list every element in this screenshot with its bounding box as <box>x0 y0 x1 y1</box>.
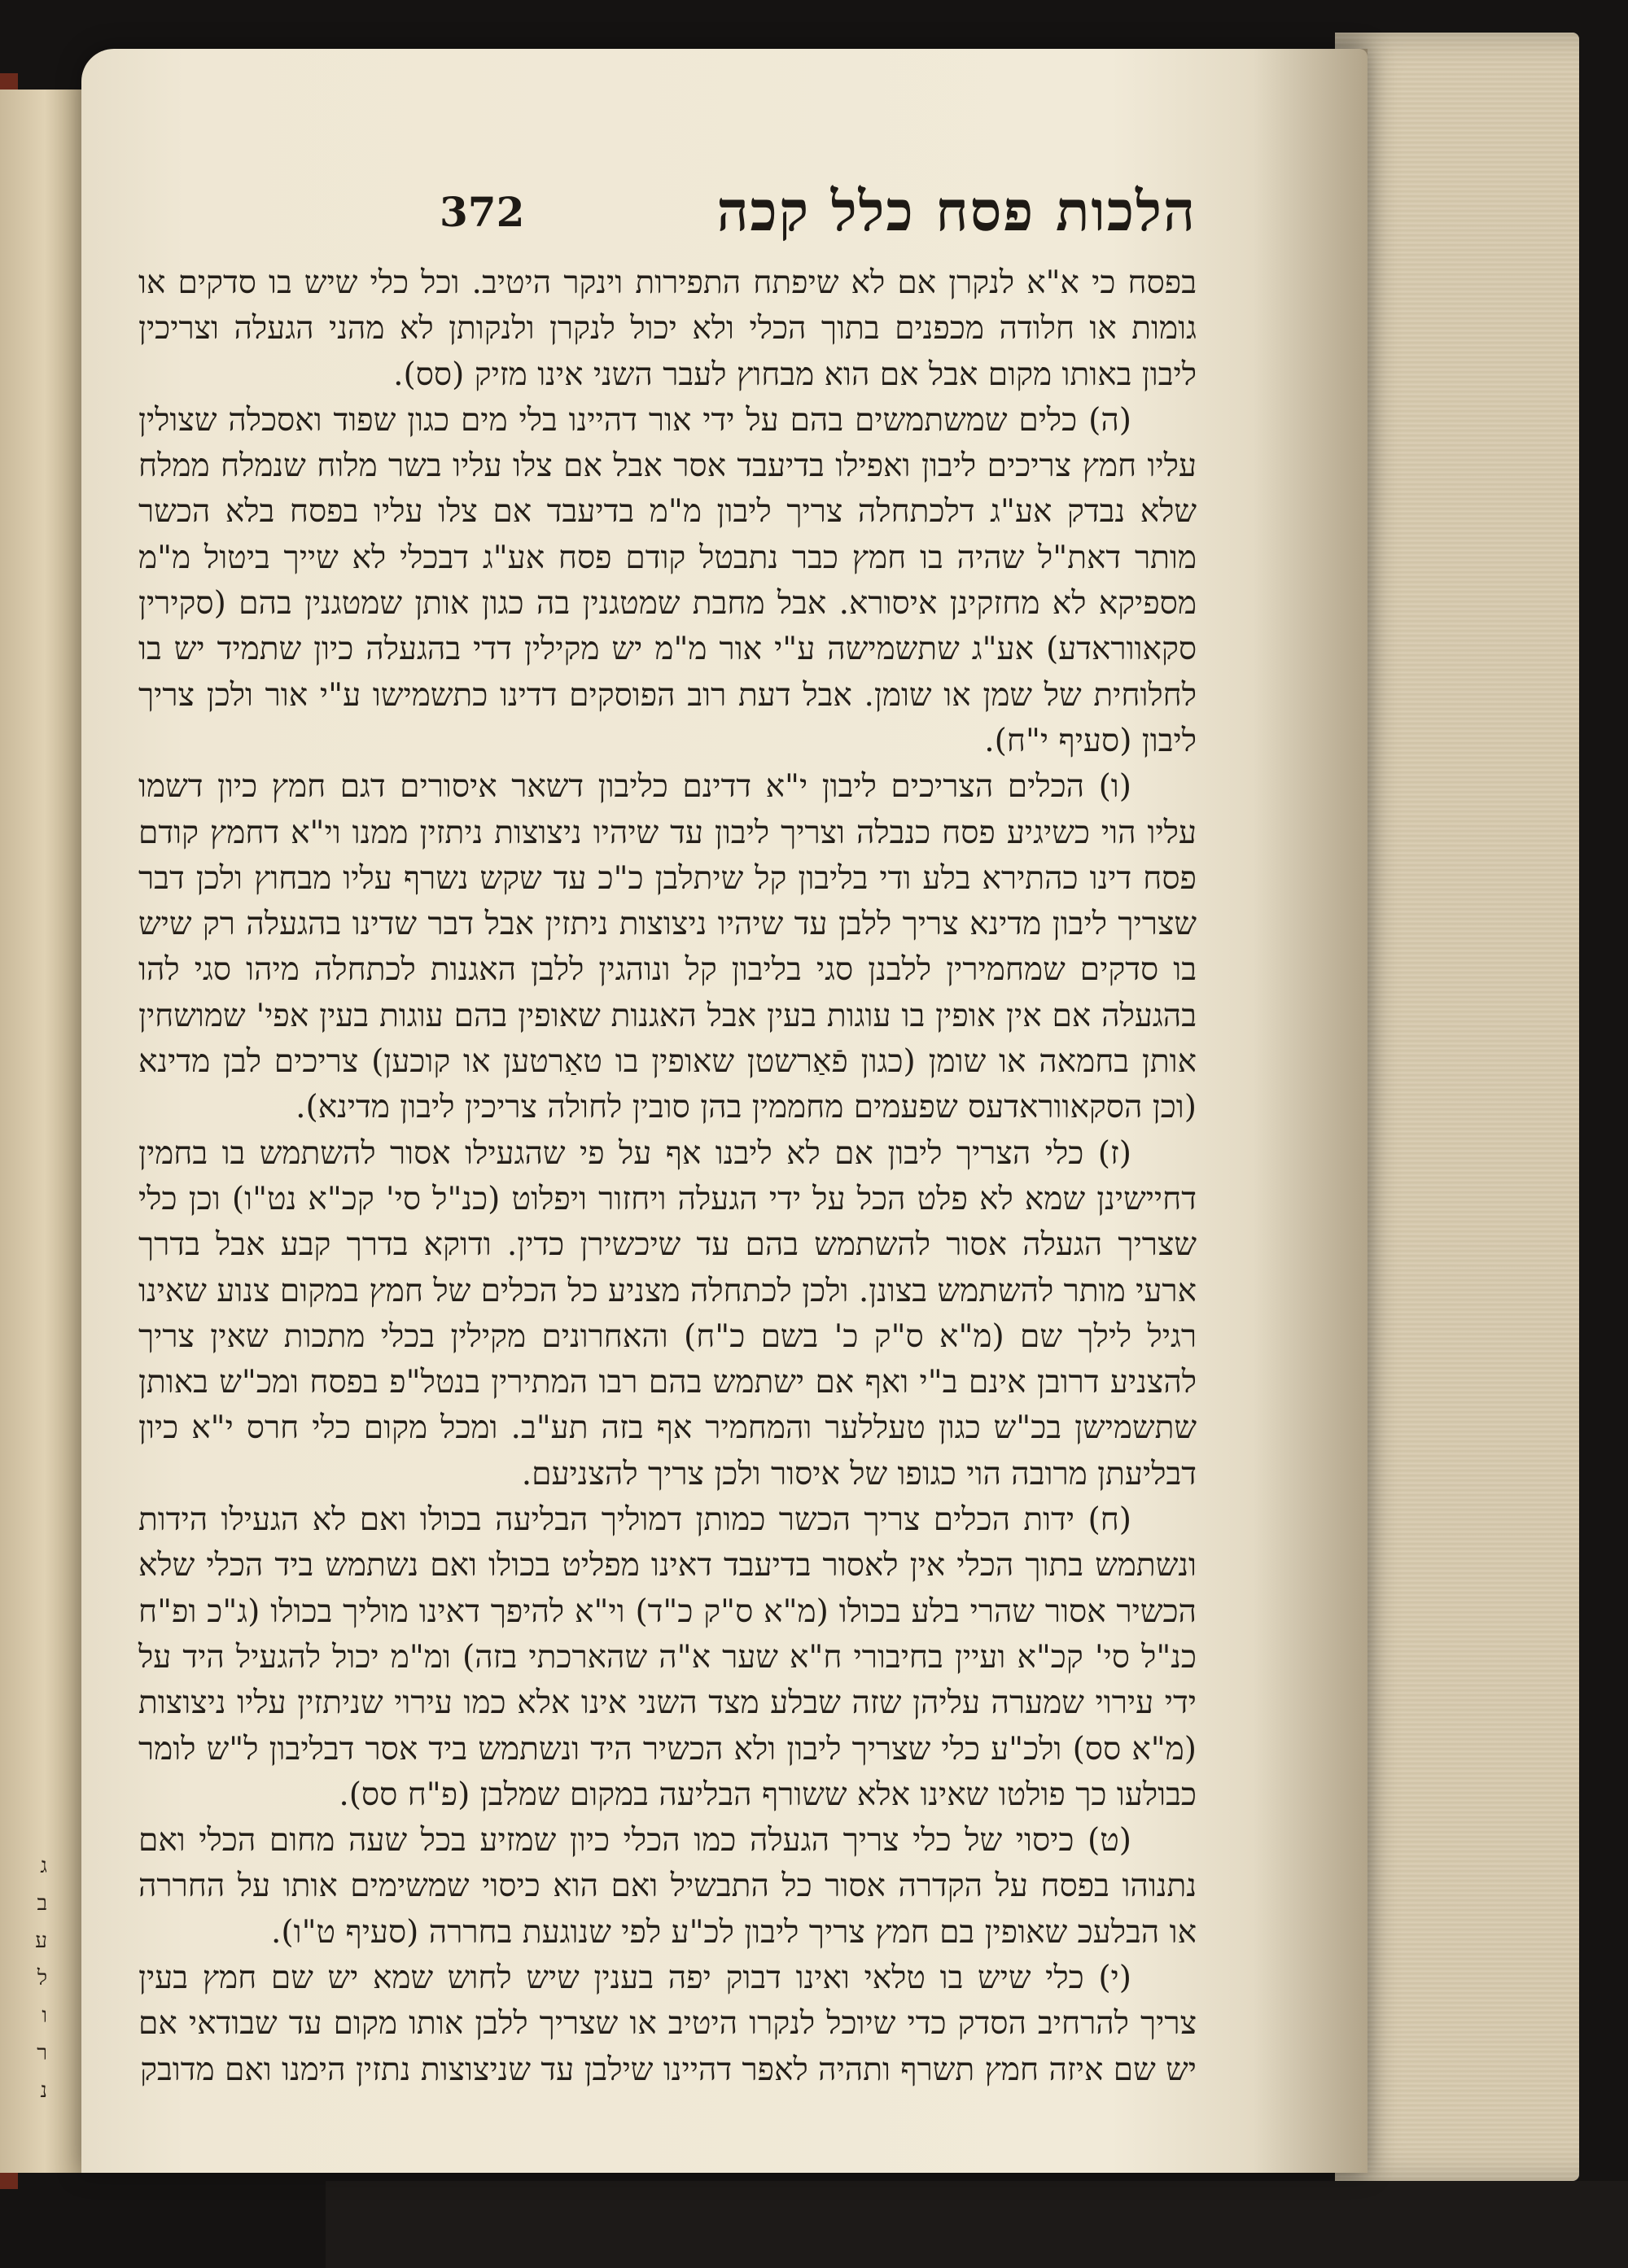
paragraph-continued: בפסח כי א"א לנקרן אם לא שיפתח התפירות וינקר היטיב. וכל כלי שיש בו סדקים או גומות או חלודה מכפנים בתוך הכלי ולא יכול לנקרן ולנקותן לא מהני הגעלה וצריכין ליבון באותו מקום אבל אם הוא מבחוץ לעבר השני אינו מזיק (סס). <box>138 264 1197 393</box>
facing-page-glyph: ע <box>35 1929 47 1953</box>
page-title: הלכות פסח כלל קכה <box>716 179 1197 244</box>
page-number: 372 <box>440 187 525 236</box>
paragraph-vav: (ו) הכלים הצריכים ליבון י"א דדינם כליבון דשאר איסורים דגם חמץ כיון דשמו עליו הוי כשיגיע פסח כנבלה וצריך ליבון עד שיהיו ניצוצות ניתזין ממנו וי"א דחמץ קודם פסח דינו כהתירא בלע ודי בליבון קל שיתלבן כ"כ עד שקש נשרף עליו מבחוץ ולכן דבר שצריך ליבון מדינא צריך ללבן עד שיהיו ניצוצות ניתזין אבל דבר שדינו בהגעלה רק שיש בו סדקים שמחמירין ללבנן סגי בליבון קל ונוהגין ללבן האגנות לכתחלה מיהו סגי להו בהגעלה אם אין אופין בו עוגות בעין אבל האגנות שאופין בהם עוגות בעין אפי' שמושחין אותן בחמאה או שומן (כגון פֿאַרשטן שאופין בו טאַרטען או קוכען) צריכים לבן מדינא (וכן הסקאווראדעס שפעמים מחממין בהן סובין לחולה צריכין ליבון מדינא). <box>138 768 1197 1126</box>
paragraph-chet: (ח) ידות הכלים צריך הכשר כמותן דמוליך הבליעה בכולו ואם לא הגעילו הידות ונשתמש בתוך הכלי אין לאסור בדיעבד דאינו מפליט בכולו ואם נשתמש ביד הכלי שלא הכשיר אסור שהרי בלע בכולו (מ"א ס"ק כ"ד) וי"א להיפך דאינו מוליך בכולו (ג"כ ופ"ח כנ"ל סי' קכ"א ועיין בחיבורי ח"א שער א"ה שהארכתי בזה) ומ"מ יכול להגעיל היד על ידי עירוי שמערה עליהן שזה שבלע מצד השני אינו אלא כמו עירוי שניתזין עליו ניצוצות (מ"א סס) ולכ"ע כלי שצריך ליבון ולא הכשיר היד ונשתמש ביד אסר דבליבון ל"ש לומר כבולעו כך פולטו שאינו אלא ששורף הבליעה במקום שמלבן (פ"ח סס). <box>138 1501 1197 1813</box>
paragraph-yud: (י) כלי שיש בו טלאי ואינו דבוק יפה בענין שיש לחוש שמא יש שם חמץ בעין צריך להרחיב הסדק כדי שיוכל לנקרו היטיב או שצריך ללבן אותו מקום עד שבודאי אם יש שם איזה חמץ תשרף ותהיה לאפר דהיינו שילבן עד שניצוצות נתזין הימנו ואם מדובק <box>138 1959 1197 2088</box>
facing-page-glyph: ב <box>37 1891 47 1916</box>
paragraph-zayin: (ז) כלי הצריך ליבון אם לא ליבנו אף על פי שהגעילו אסור להשתמש בו בחמין דחיישינן שמא לא פלט הכל על ידי הגעלה ויחזור ויפלוט (כנ"ל סי' קכ"א נט"ו) וכן כלי שצריך הגעלה אסור להשתמש בהם עד שיכשירן כדין. ודוקא בדרך קבע אבל בדרך ארעי מותר להשתמש בצונן. ולכן לכתחלה מצניע כל הכלים של חמץ במקום צנוע שאינו רגיל לילך שם (מ"א ס"ק כ' בשם כ"ח) והאחרונים מקילין בכלי מתכות שאין צריך להצניע דרובן אינם ב"י ואף אם ישתמש בהם רבו המתירין בנטל"פ בפסח ומכ"ש באותן שתשמישן בכ"ש כגון טעללער והמחמיר אף בזה תע"ב. ומכל מקום כלי חרס י"א כיון דבליעתן מרובה הוי כגופו של איסור ולכן צריך להצניעם. <box>138 1134 1197 1492</box>
facing-page-glyph: ג <box>40 1854 47 1878</box>
book-page-edges <box>1335 33 1579 2181</box>
paragraph-tet: (ט) כיסוי של כלי צריך הגעלה כמו הכלי כיון שמזיע בכל שעה מחום הכלי ואם נתנוהו בפסח על הקדרה אסור כל התבשיל ואם הוא כיסוי שמשימים אותו על החררה או הבלעכ שאופין בם חמץ צריך ליבון לכ"ע לפי שנוגעת בחררה (סעיף ט"ו). <box>138 1822 1197 1951</box>
paragraph-he: (ה) כלים שמשתמשים בהם על ידי אור דהיינו בלי מים כגון שפוד ואסכלה שצולין עליו חמץ צריכים ליבון ואפילו בדיעבד אסר אבל אם צלו עליו בשר מלוח שנמלח ממלח שלא נבדק אע"ג דלכתחלה צריך ליבון מ"מ בדיעבד אם צלו עליו בפסח בלא הכשר מותר דאת"ל שהיה בו חמץ כבר נתבטל קודם פסח אע"ג דבכלי לא שייך ביטול מ"מ מספיקא לא מחזקינן איסורא. אבל מחבת שמטגנין בה כגון אותן שמטגנין בהם (סקירין סקאווראדע) אע"ג שתשמישה ע"י אור מ"מ יש מקילין דדי בהגעלה כיון שתמיד יש בו לחלוחית של שמן או שומן. אבל דעת רוב הפוסקים דדינו כתשמישו ע"י אור ולכן צריך ליבון (סעיף י"ח). <box>138 401 1197 759</box>
running-header <box>440 167 1197 256</box>
facing-page-glyph: נ <box>40 2078 47 2103</box>
background-surface <box>326 2181 1628 2268</box>
facing-page-glyph: ר <box>37 2041 47 2065</box>
gutter-shadow <box>1254 49 1368 2173</box>
body-text <box>138 260 1197 2093</box>
facing-page-text-fragments <box>15 1847 47 2109</box>
facing-page-glyph: ו <box>42 2004 47 2028</box>
facing-page-glyph: ל <box>37 1966 47 1991</box>
facing-page-edge <box>0 90 81 2173</box>
